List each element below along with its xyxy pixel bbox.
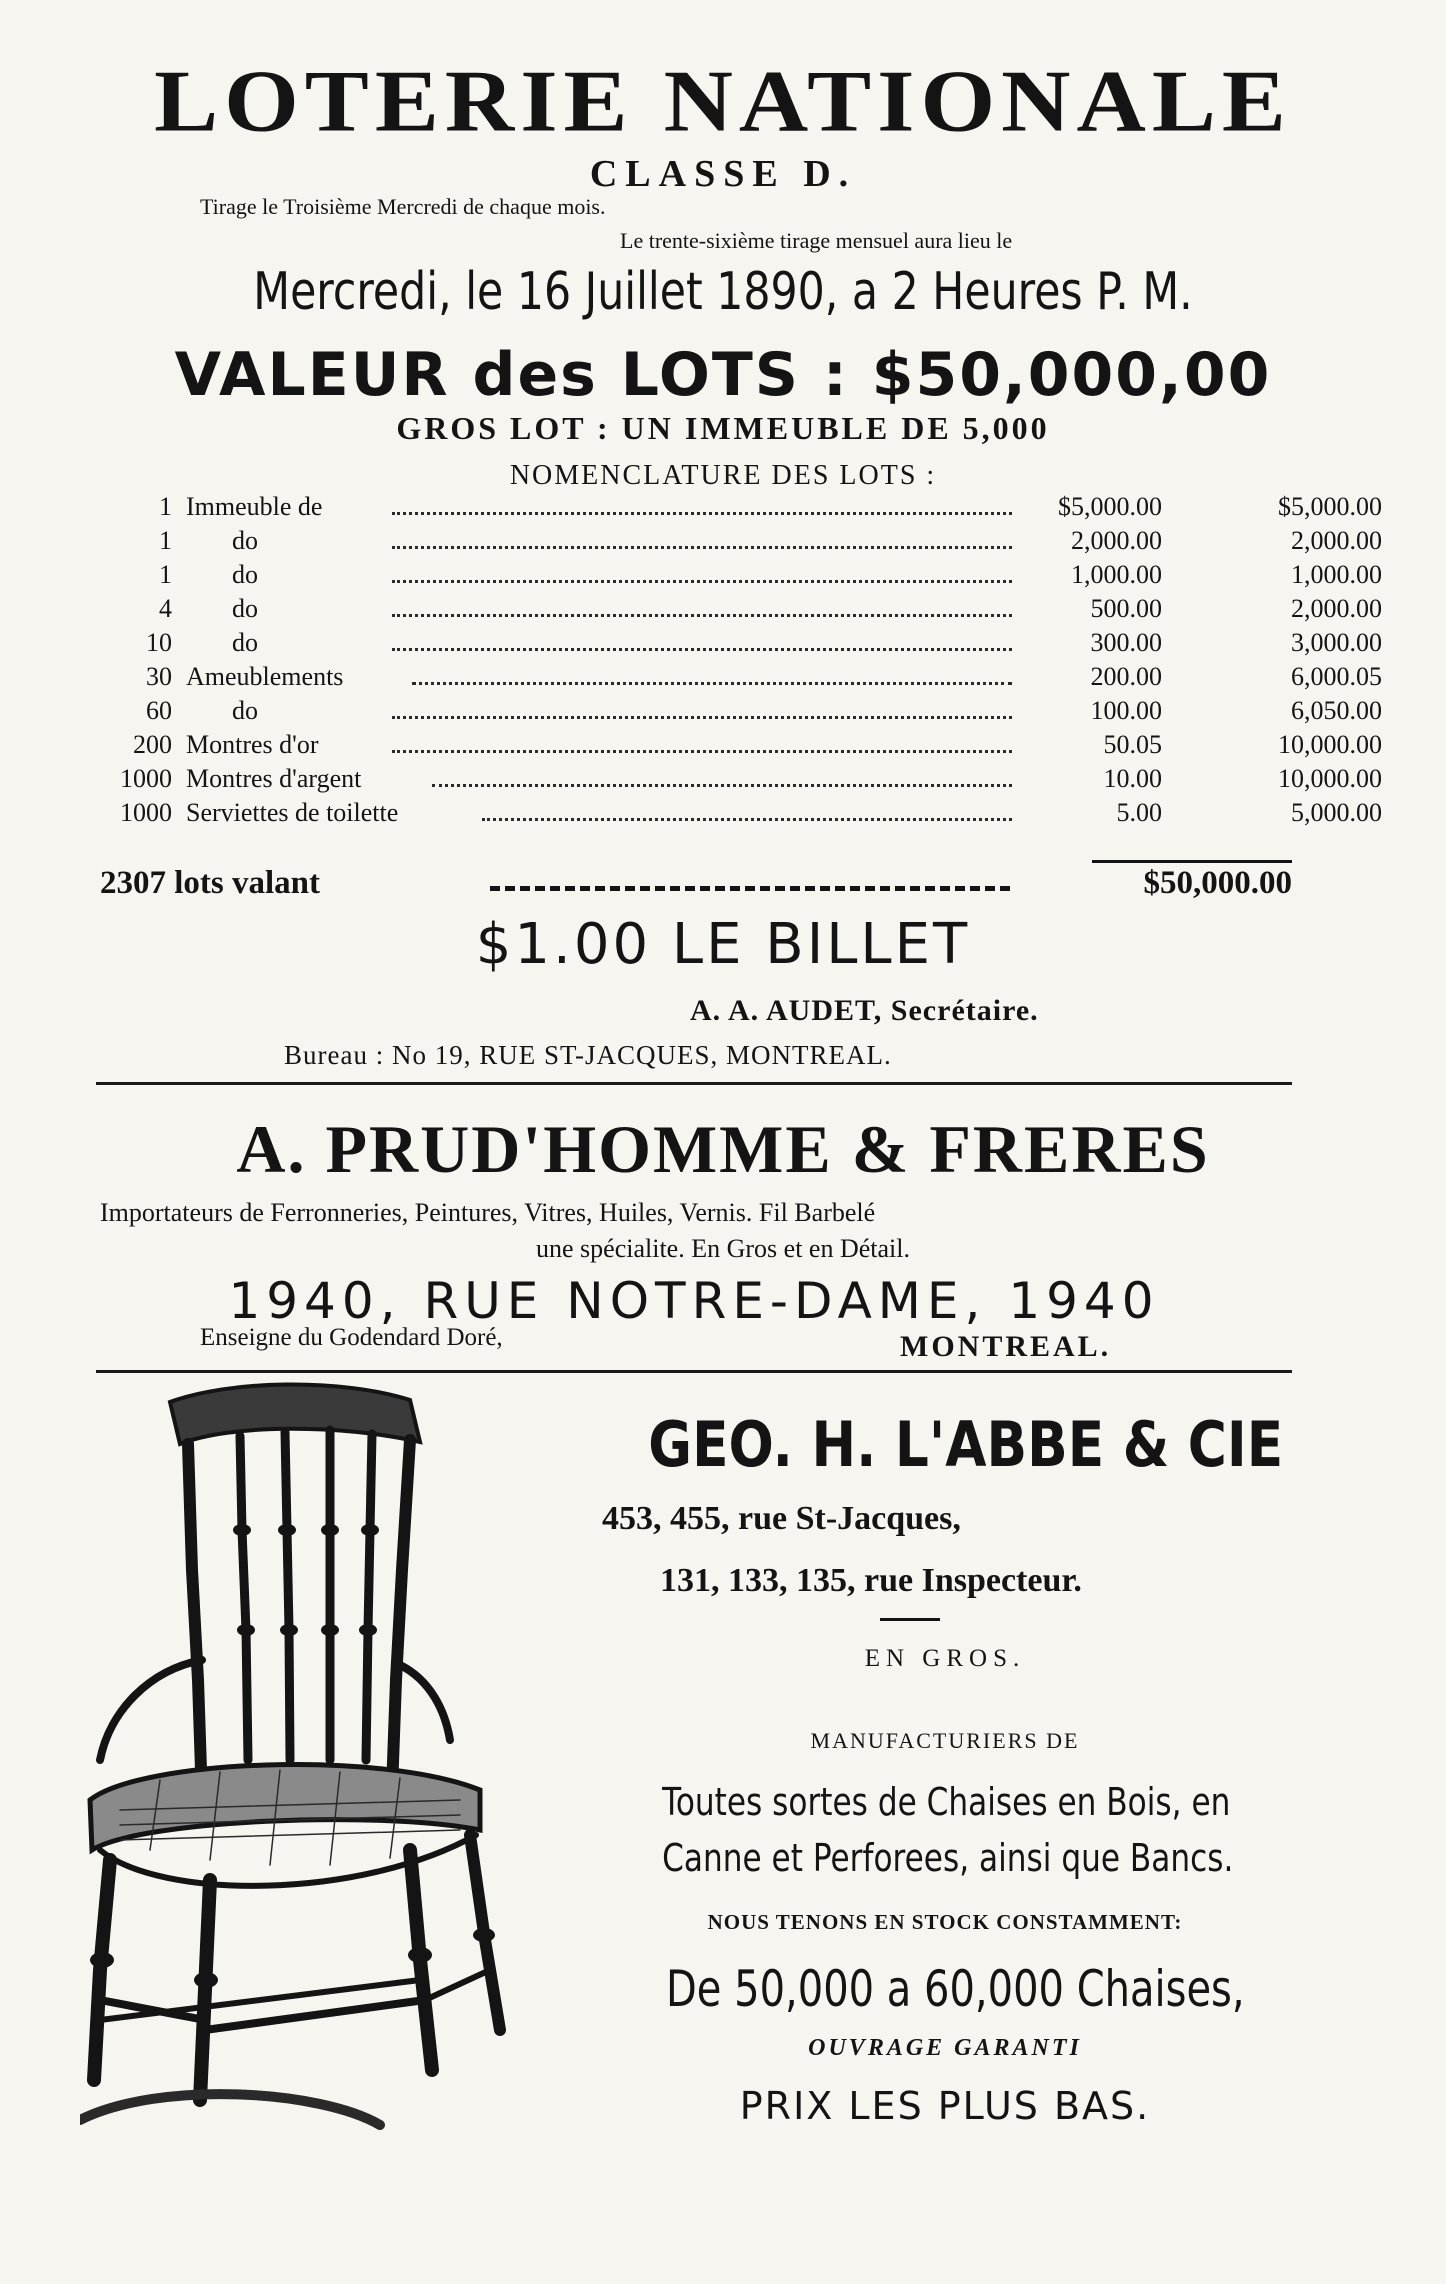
- lot-qty: 10: [146, 628, 172, 657]
- lot-unit-value: 300.00: [1090, 628, 1162, 657]
- lot-qty: 1: [159, 526, 172, 555]
- lot-desc: Montres d'argent: [186, 764, 362, 793]
- leader-dots: [412, 682, 1012, 685]
- lot-qty: 4: [159, 594, 172, 623]
- lot-desc: do: [232, 560, 258, 589]
- labbe-stock-note: NOUS TENONS EN STOCK CONSTAMMENT:: [707, 1910, 1183, 1934]
- lot-total-value: 3,000.00: [1291, 628, 1382, 657]
- lot-qty: 30: [146, 662, 172, 691]
- lot-qty: 1000: [120, 764, 172, 793]
- leader-dots: [392, 580, 1012, 583]
- lot-unit-value: 10.00: [1103, 764, 1162, 793]
- prudhomme-name: A. PRUD'HOMME & FRERES: [236, 1111, 1210, 1187]
- nomenclature-title: NOMENCLATURE DES LOTS :: [509, 460, 937, 491]
- leader-dots: [392, 750, 1012, 753]
- lot-desc: do: [232, 594, 258, 623]
- prudhomme-city: MONTREAL.: [900, 1330, 1112, 1363]
- prudhomme-sign: Enseigne du Godendard Doré,: [200, 1324, 503, 1351]
- leader-dots: [432, 784, 1012, 787]
- lottery-value: VALEUR des LOTS : $50,000,00: [174, 340, 1272, 410]
- labbe-manufacturers: MANUFACTURIERS DE: [810, 1728, 1080, 1753]
- table-row: [92, 594, 1382, 628]
- lottery-office: Bureau : No 19, RUE ST-JACQUES, MONTREAL.: [284, 1040, 892, 1070]
- lottery-draw-schedule: Tirage le Troisième Mercredi de chaque mois.: [200, 194, 606, 219]
- divider: [96, 1370, 1292, 1373]
- lot-total-value: 2,000.00: [1291, 594, 1382, 623]
- lot-total-value: 5,000.00: [1291, 798, 1382, 827]
- wooden-chair-illustration: [80, 1380, 600, 2140]
- prudhomme-description-line2: une spécialite. En Gros et en Détail.: [536, 1234, 910, 1263]
- short-rule: [880, 1618, 940, 1621]
- leader-dots: [392, 614, 1012, 617]
- lot-desc: do: [232, 628, 258, 657]
- lot-desc: Montres d'or: [186, 730, 319, 759]
- table-row: [92, 526, 1382, 560]
- lots-total-label: 2307 lots valant: [100, 865, 321, 901]
- lot-unit-value: 5.00: [1116, 798, 1162, 827]
- leader-dots: [392, 512, 1012, 515]
- lottery-monthly-note: Le trente-sixième tirage mensuel aura lieu le: [620, 228, 1013, 253]
- lot-unit-value: 2,000.00: [1071, 526, 1162, 555]
- table-row: [92, 662, 1382, 696]
- lot-desc: do: [232, 526, 258, 555]
- prudhomme-address: 1940, RUE NOTRE-DAME, 1940: [228, 1272, 1160, 1330]
- lot-total-value: 10,000.00: [1278, 764, 1382, 793]
- labbe-address-1: 453, 455, rue St-Jacques,: [602, 1500, 961, 1537]
- lot-qty: 200: [133, 730, 172, 759]
- lot-qty: 1000: [120, 798, 172, 827]
- table-row: [92, 798, 1382, 832]
- table-row: [92, 764, 1382, 798]
- table-row: [92, 696, 1382, 730]
- lot-total-value: 6,050.00: [1291, 696, 1382, 725]
- lot-unit-value: 200.00: [1090, 662, 1162, 691]
- lot-desc: Immeuble de: [186, 492, 323, 521]
- lot-total-value: 1,000.00: [1291, 560, 1382, 589]
- ticket-price: $1.00 LE BILLET: [475, 912, 971, 977]
- lot-qty: 1: [159, 492, 172, 521]
- lottery-class: CLASSE D.: [589, 153, 857, 195]
- lottery-grand-prize: GROS LOT : UN IMMEUBLE DE 5,000: [396, 410, 1050, 446]
- labbe-wholesale: EN GROS.: [864, 1645, 1026, 1672]
- labbe-name: GEO. H. L'ABBE & CIE: [648, 1408, 1284, 1481]
- table-row: [92, 560, 1382, 594]
- lottery-date: Mercredi, le 16 Juillet 1890, a 2 Heures P. M.: [253, 262, 1193, 322]
- lot-unit-value: 1,000.00: [1071, 560, 1162, 589]
- lot-desc: Ameublements: [186, 662, 344, 691]
- labbe-quantity: De 50,000 a 60,000 Chaises,: [666, 1960, 1245, 2018]
- lot-total-value: 10,000.00: [1278, 730, 1382, 759]
- divider: [96, 1082, 1292, 1085]
- labbe-description-2: Canne et Perforees, ainsi que Bancs.: [662, 1836, 1234, 1880]
- lot-total-value: 6,000.05: [1291, 662, 1382, 691]
- lot-total-value: $5,000.00: [1278, 492, 1382, 521]
- dash-leader: [490, 872, 1010, 891]
- leader-dots: [392, 546, 1012, 549]
- leader-dots: [392, 648, 1012, 651]
- table-row: [92, 628, 1382, 662]
- prudhomme-description-line1: Importateurs de Ferronneries, Peintures, Vitres, Huiles, Vernis. Fil Barbelé: [100, 1198, 876, 1227]
- lot-qty: 1: [159, 560, 172, 589]
- labbe-prices: PRIX LES PLUS BAS.: [739, 2084, 1151, 2128]
- leader-dots: [392, 716, 1012, 719]
- labbe-guarantee: OUVRAGE GARANTI: [808, 2035, 1082, 2061]
- lot-unit-value: $5,000.00: [1058, 492, 1162, 521]
- lot-unit-value: 500.00: [1090, 594, 1162, 623]
- labbe-description-1: Toutes sortes de Chaises en Bois, en: [662, 1780, 1231, 1824]
- labbe-address-2: 131, 133, 135, rue Inspecteur.: [660, 1562, 1082, 1599]
- table-row: [92, 730, 1382, 764]
- lot-total-value: 2,000.00: [1291, 526, 1382, 555]
- lot-desc: do: [232, 696, 258, 725]
- total-rule: [1092, 860, 1292, 863]
- lots-total-value: $50,000.00: [1143, 865, 1292, 901]
- lot-desc: Serviettes de toilette: [186, 798, 399, 827]
- lots-table: [92, 492, 1382, 832]
- lottery-title: LOTERIE NATIONALE: [154, 51, 1292, 150]
- table-row: [92, 492, 1382, 526]
- leader-dots: [482, 818, 1012, 821]
- lot-unit-value: 50.05: [1103, 730, 1162, 759]
- lottery-secretary: A. A. AUDET, Secrétaire.: [690, 994, 1039, 1027]
- lot-qty: 60: [146, 696, 172, 725]
- lot-unit-value: 100.00: [1090, 696, 1162, 725]
